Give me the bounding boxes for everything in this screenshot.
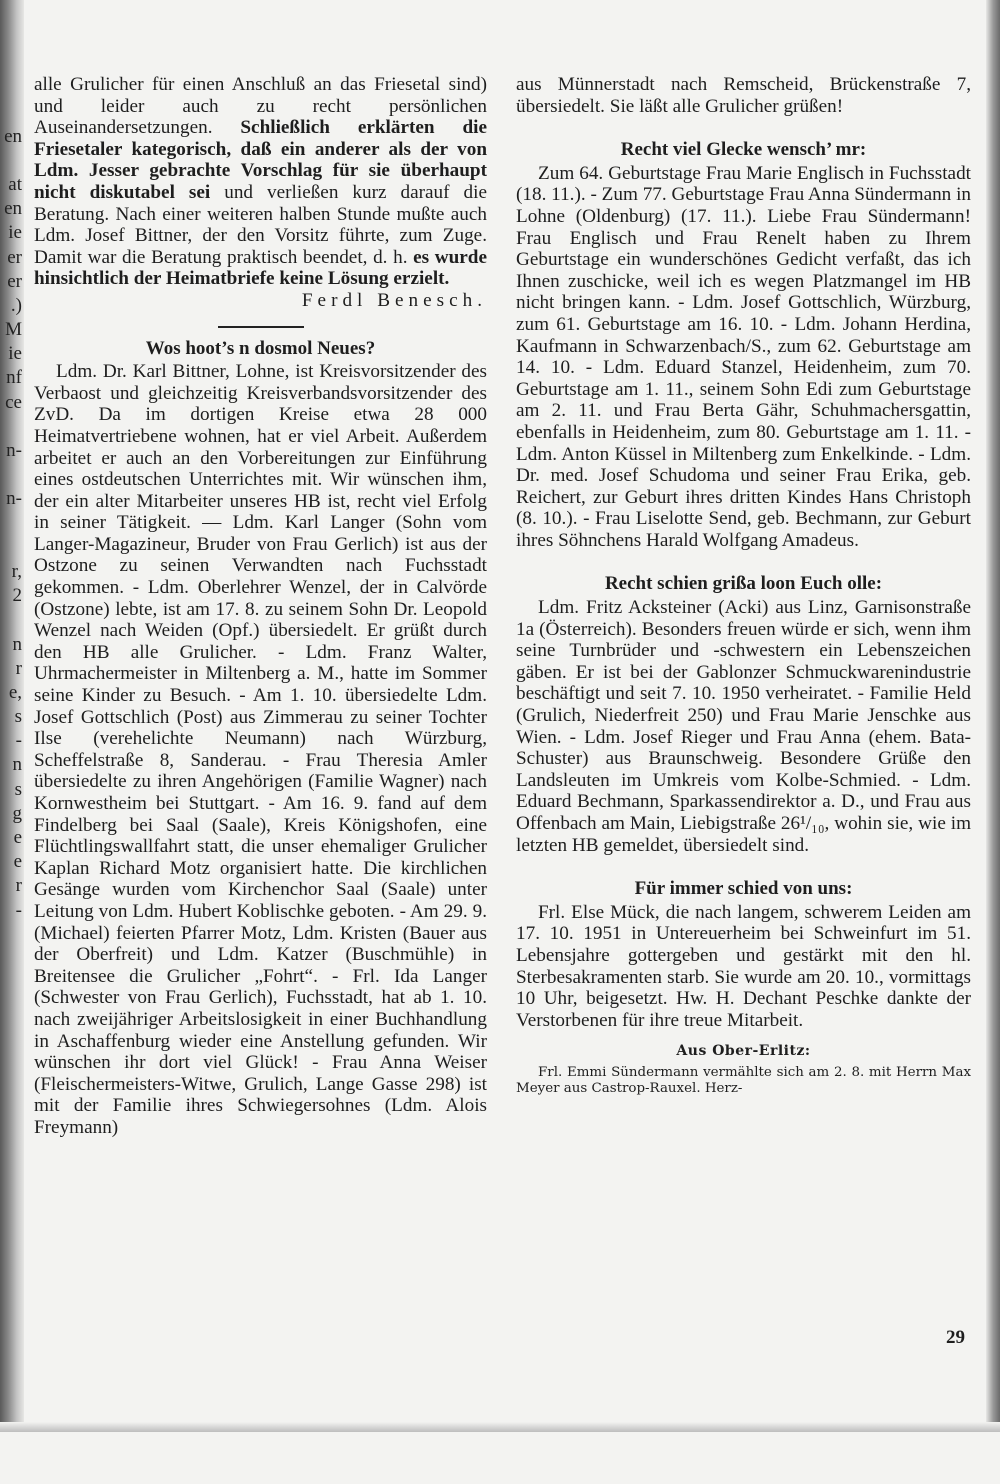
intro-paragraph — [34, 74, 487, 290]
bleed-fragment — [0, 995, 22, 1019]
bleed-fragment — [0, 1020, 22, 1044]
previous-page-bleed — [0, 0, 22, 1484]
bleed-fragment: .) — [10, 294, 22, 316]
bleed-fragment: er — [7, 270, 22, 292]
bleed-fragment: en — [4, 198, 22, 220]
bleed-fragment: e — [13, 851, 22, 873]
bleed-fragment — [0, 1165, 22, 1189]
bleed-fragment: nf — [6, 367, 22, 389]
subsection-heading-ober-erlitz: Aus Ober-Erlitz: — [676, 1043, 811, 1060]
news-paragraph: Ldm. Dr. Karl Bittner, Lohne, ist Kreisvorsitzender des Verbaost und gleichzeitig Kreisverbandsvorsitzender des ZvD. Da im dortigen Kreise etwa 28 000 Heimatvertriebene wohnen, hat er viel Arbeit. Außerdem arbeitet er auch an den Vorbereitungen zur Einführung eines ostdeutschen Unterrichtes mit. Wir wünschen ihm, der ein alter Mitarbeiter unseres HB ist, recht viel Erfolg in seiner Tätigkeit. — Ldm. Karl Langer (Sohn vom Langer-Magazineur, Bruder von Frau Gerlich) ist aus der Ostzone zu seinen Verwandten nach Fuchsstadt gekommen. - Ldm. Oberlehrer Wenzel, der in Calvörde (Ostzone) lebte, ist am 17. 8. zu seinem Sohn Dr. Leopold Wenzel nach Weiden (Opf.) übersiedelt. Er grüßt durch den HB alle Grulicher. - Ldm. Franz Walter, Uhrmachermeister in Miltenberg a. M., hatte im Sommer seine Kinder zu Besuch. - Am 1. 10. übersiedelte Ldm. Josef Gottschlich (Post) aus Zimmerau zu seiner Tochter Ilse (verehelichte Neumann) nach Würzburg, Scheffelstraße 8, Sanderau. - Frau Theresia Amler übersiedelte zu ihren Angehörigen (Familie Wagner) nach Kornwestheim bei Stuttgart. - Am 16. 9. fand auf dem Findelberg bei Saal (Saale), Kreis Königshofen, eine Flüchtlingswallfahrt statt, die unser ehemaliger Grulicher Kaplan Richard Motz organisiert hatte. Die kirchlichen Gesänge wurden vom Kirchenchor Saal (Saale) unter Leitung von Ldm. Hubert Koblischke geboten. - Am 29. 9. (Michael) feierten Pfarrer Motz, Ldm. Kristen (Bauer aus der Oberfreit) und Ldm. Katzer (Buschmühle) in Breitensee die Grulicher „Fohrt“. - Frl. Ida Langer (Schwester von Frau Gerlich), Fuchsstadt, hat ab 1. 10. nach zweijähriger Arbeitslosigkeit in einer Buchhandlung in Aschaffenburg wieder eine Anstellung gefunden. Wir wünschen ihr dort viel Glück! - Frau Anna Weiser (Fleischermeisters-Witwe, Grulich, Lange Gasse 298) ist mit der Familie ihres Schwiegersohnes (Ldm. Alois Freymann) — [34, 361, 487, 1138]
bleed-fragment: n — [12, 754, 22, 776]
bleed-fragment: g — [12, 802, 22, 824]
bleed-fragment: - — [15, 730, 22, 752]
right-column — [516, 74, 971, 1098]
bleed-fragment: er — [7, 246, 22, 268]
left-column — [34, 74, 487, 1139]
bleed-fragment — [0, 536, 22, 560]
bleed-fragment: ie — [8, 343, 22, 365]
bleed-fragment — [0, 923, 22, 947]
bleed-fragment: s — [14, 778, 22, 800]
bleed-fragment: r, — [11, 560, 22, 582]
bleed-fragment: at — [8, 173, 22, 195]
bleed-fragment — [0, 512, 22, 536]
section-heading-greetings: Recht schien grißa loon Euch olle: — [604, 573, 883, 595]
continuation-paragraph: aus Münnerstadt nach Remscheid, Brückenstraße 7, übersiedelt. Sie läßt alle Grulicher grüßen! — [516, 74, 971, 117]
bleed-fragment — [0, 149, 22, 173]
intro-text-2: und verließen kurz darauf die Beratung. Nach einer weiteren halben Stunde mußte auch Ldm. Josef Bittner, der den Vorsitz führte, zum Zuge. Damit war die Beratung praktisch beendet, d. h. — [34, 181, 487, 268]
bleed-fragment: r — [15, 875, 22, 897]
bleed-fragment — [0, 1068, 22, 1092]
bleed-fragment: e, — [8, 681, 22, 703]
bleed-fragment: r — [15, 657, 22, 679]
section-heading-news: Wos hoot’s n dosmol Neues? — [145, 337, 376, 359]
bleed-fragment — [0, 52, 22, 76]
bleed-fragment: ce — [5, 391, 22, 413]
intro-bold-1: Schließlich erklärten die Friesetaler kategorisch, daß ein anderer als der von Ldm. Jesser gebrachte Vorschlag für sie überhaupt nicht diskutabel sei — [34, 117, 487, 203]
bleed-fragment — [0, 1116, 22, 1140]
bleed-fragment — [0, 1140, 22, 1164]
bleed-fragment: n- — [6, 488, 22, 510]
bleed-fragment — [0, 947, 22, 971]
page-right-edge — [986, 0, 1000, 1432]
bleed-fragment: - — [15, 899, 22, 921]
bleed-fragment — [0, 415, 22, 439]
intro-text-1: alle Grulicher für einen Anschluß an das Friesetal sind) und leider auch zu recht persönlichen Auseinandersetzungen. — [34, 74, 487, 139]
birthdays-paragraph: Zum 64. Geburtstage Frau Marie Englisch in Fuchsstadt (18. 11.). - Zum 77. Geburtstage Frau Anna Sündermann in Lohne (Oldenburg) (17. 11.). Liebe Frau Sündermann! Frau Englisch und Frau Renelt haben zu Ihrem Geburtstage ein wunderschönes Gedicht verfaßt, das ich Ihnen zuschicke, weil ich es wegen Platzmangel im HB nicht bringen kann. - Ldm. Josef Gottschlich, Würzburg, zum 61. Geburtstage am 16. 10. - Ldm. Johann Herdina, Kaufmann in Schwarzenbach/S., zum 62. Geburtstage am 14. 10. - Ldm. Eduard Stanzel, Heidenheim, zum 70. Geburtstage am 1. 11., seinem Sohn Edi zum Geburtstage am 2. 11. und Frau Berta Gähr, Schuhmachersgattin, ebenfalls in Heidenheim, zum 80. Geburtstage am 1. 11. - Ldm. Anton Küssel in Miltenberg zum Enkelkinde. - Ldm. Dr. med. Josef Schudoma und seiner Frau Erika, geb. Reichert, zur Geburt ihres dritten Kindes Hans Christoph (8. 10.). - Frau Liselotte Send, geb. Bechmann, zur Geburt ihres Söhnchens Harald Wolfgang Amadeus. — [516, 162, 971, 551]
page-number: 29 — [946, 1327, 965, 1348]
bleed-fragment: e — [13, 827, 22, 848]
bleed-fragment: en — [4, 125, 22, 147]
bleed-fragment — [0, 76, 22, 100]
bleed-fragment: n- — [6, 440, 22, 461]
bleed-fragment: ie — [8, 222, 22, 244]
page-bottom-edge — [0, 1422, 1000, 1432]
section-heading-birthdays: Recht viel Glecke wensch’ mr: — [620, 139, 867, 161]
bleed-fragment — [0, 608, 22, 632]
section-divider — [218, 326, 304, 328]
bleed-fragment — [0, 463, 22, 487]
section-heading-obituary: Für immer schied von uns: — [634, 878, 853, 900]
bleed-fragment: n — [12, 633, 22, 655]
obituary-paragraph: Frl. Else Mück, die nach langem, schwerem Leiden am 17. 10. 1951 in Untereuerheim bei Schweinfurt im 51. Lebensjahre gottergeben und gestärkt mit den hl. Sterbesakramenten starb. Sie wurde am 20. 10., vormittags 10 Uhr, beigesetzt. Hw. H. Dechant Peschke dankte der Verstorbenen für ihre treue Mitarbeit. — [516, 901, 971, 1031]
ober-erlitz-paragraph: Frl. Emmi Sündermann vermählte sich am 2. 8. mit Herrn Max Meyer aus Castrop-Rauxel. Herz- — [516, 1064, 971, 1097]
bleed-fragment — [0, 1044, 22, 1068]
greetings-paragraph: Ldm. Fritz Acksteiner (Acki) aus Linz, Garnisonstraße 1a (Österreich). Besonders freuen würde er sich, wenn ihm seine Turnbrüder und -schwestern ein Lebenszeichen gäben. Er ist bei der Gablonzer Schmuckwarenindustrie beschäftigt und seit 7. 10. 1950 verheiratet. - Familie Held (Grulich, Niederfreit 250) und Frau Marie Jenschke aus Wien. - Ldm. Josef Rieger und Frau Anna (ehem. Bata-Schuster) aus Braunschweig. Besondere Grüße den Landsleuten im Umkreis vom Kolbe-Schmied. - Ldm. Eduard Bechmann, Sparkassendirektor a. D., und Frau aus Offenbach am Main, Liebigstraße 26¹/₁₀, wohin sie, wie im letzten HB gemeldet, übersiedelt sind. — [516, 597, 971, 856]
intro-bold-2: es wurde hinsichtlich der Heimatbriefe keine Lösung erzielt. — [34, 246, 487, 290]
bleed-fragment — [0, 1092, 22, 1116]
bleed-fragment: M — [5, 319, 22, 341]
bleed-fragment: s — [14, 706, 22, 728]
author-signature-line — [34, 290, 487, 312]
bleed-fragment — [0, 100, 22, 124]
author-signature: Ferdl Benesch. — [301, 289, 487, 311]
bleed-fragment: 2 — [12, 585, 22, 607]
bleed-fragment — [0, 971, 22, 995]
